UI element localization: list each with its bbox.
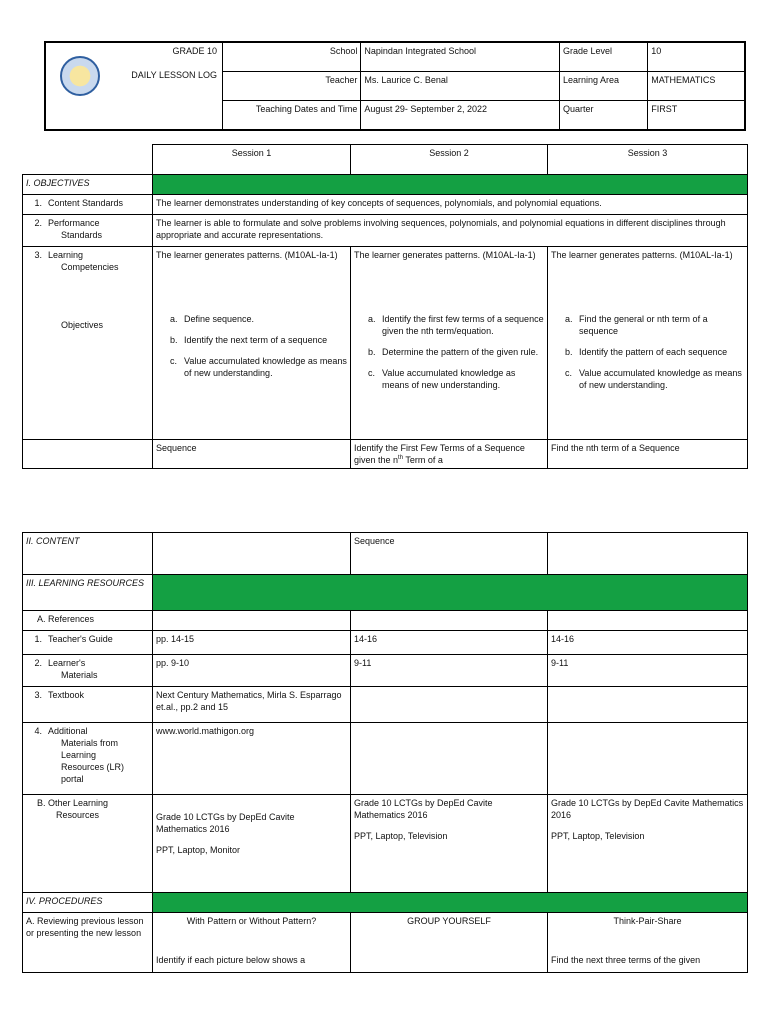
textbook-s1: Next Century Mathematics, Mirla S. Esparrago et.al., pp.2 and 15	[153, 687, 351, 723]
learning-area-value: MATHEMATICS	[648, 72, 745, 101]
content-standards-label: 1. Content Standards	[23, 195, 153, 215]
log-title: DAILY LESSON LOG	[131, 70, 217, 80]
deped-seal-icon	[60, 56, 100, 96]
references-s2	[351, 611, 548, 631]
performance-standards-text: The learner is able to formulate and solve problems involving sequences, polynomials, and polynomial equations in different disciplines through appropriate and accurate representations.	[153, 215, 748, 247]
additional-materials-s2	[351, 723, 548, 795]
content-session-3	[548, 533, 748, 575]
procedures-heading: IV. PROCEDURES	[23, 893, 153, 913]
additional-materials-label: 4. Additional Materials from Learning Resources (LR) portal	[23, 723, 153, 795]
learners-materials-s2: 9-11	[351, 655, 548, 687]
references-s1	[153, 611, 351, 631]
procedures-green-bar	[153, 893, 748, 913]
textbook-label: 3. Textbook	[23, 687, 153, 723]
reviewing-lesson-label: A. Reviewing previous lesson or presenting the new lesson	[23, 913, 153, 973]
references-s3	[548, 611, 748, 631]
reviewing-s1: With Pattern or Without Pattern? Identify if each picture below shows a	[153, 913, 351, 973]
content-session-2: Sequence	[351, 533, 548, 575]
session-1-objectives: The learner generates patterns. (M10AL-Ia-1) a. Define sequence. b. Identify the next term of a sequence c. Value accumulated knowledge as means of new understanding.	[153, 247, 351, 440]
dates-label: Teaching Dates and Time	[223, 101, 361, 131]
content-table	[22, 532, 748, 973]
objective-item: a. Define sequence.	[170, 314, 255, 324]
grade-title: GRADE 10	[172, 46, 217, 56]
header-table	[44, 41, 746, 131]
school-label: School	[223, 42, 361, 72]
content-standards-text: The learner demonstrates understanding of key concepts of sequences, polynomials, and polynomial equations.	[153, 195, 748, 215]
topic-session-1: Sequence	[153, 440, 351, 469]
learners-materials-s1: pp. 9-10	[153, 655, 351, 687]
objectives-green-bar	[153, 175, 748, 195]
session-2-header: Session 2	[351, 145, 548, 175]
teachers-guide-s3: 14-16	[548, 631, 748, 655]
session-3-header: Session 3	[548, 145, 748, 175]
teacher-value: Ms. Laurice C. Benal	[361, 72, 560, 101]
quarter-value: FIRST	[648, 101, 745, 131]
objectives-label: Objectives	[61, 320, 104, 330]
grade-level-value: 10	[648, 42, 745, 72]
objective-item: a. Find the general or nth term of a sequence	[565, 314, 708, 336]
teachers-guide-label: 1. Teacher's Guide	[23, 631, 153, 655]
textbook-s3	[548, 687, 748, 723]
objective-item: b. Identify the next term of a sequence	[170, 335, 328, 345]
performance-standards-label: 2. Performance Standards	[23, 215, 153, 247]
other-resources-label: B. Other Learning Resources	[23, 795, 153, 893]
objectives-table	[22, 144, 748, 469]
teacher-label: Teacher	[223, 72, 361, 101]
topic-session-2: Identify the First Few Terms of a Sequence given the $n^{th}$ Term of a	[351, 440, 548, 469]
resources-green-bar	[153, 575, 748, 611]
topic-session-3: Find the nth term of a Sequence	[548, 440, 748, 469]
quarter-label: Quarter	[559, 101, 647, 131]
teachers-guide-s1: pp. 14-15	[153, 631, 351, 655]
objective-item: c. Value accumulated knowledge as means of new understanding.	[368, 368, 516, 390]
teachers-guide-s2: 14-16	[351, 631, 548, 655]
grade-level-label: Grade Level	[559, 42, 647, 72]
school-value: Napindan Integrated School	[361, 42, 560, 72]
objective-item: a. Identify the first few terms of a sequence given the nth term/equation.	[368, 314, 544, 336]
session-1-header: Session 1	[153, 145, 351, 175]
topic-label-blank	[23, 440, 153, 469]
learners-materials-s3: 9-11	[548, 655, 748, 687]
additional-materials-s1: www.world.mathigon.org	[153, 723, 351, 795]
objective-item: b. Determine the pattern of the given rule.	[368, 347, 539, 357]
session-2-objectives: The learner generates patterns. (M10AL-Ia-1) a. Identify the first few terms of a sequence given the nth term/equation. b. Determine the pattern of the given rule. c. Value accumulated knowledge as means of new understanding.	[351, 247, 548, 440]
reviewing-s3: Think-Pair-Share Find the next three terms of the given	[548, 913, 748, 973]
objective-item: b. Identify the pattern of each sequence	[565, 347, 728, 357]
learners-materials-label: 2. Learner's Materials	[23, 655, 153, 687]
objective-item: c. Value accumulated knowledge as means of new understanding.	[565, 368, 742, 390]
other-resources-s3: Grade 10 LCTGs by DepEd Cavite Mathematics 2016 PPT, Laptop, Television	[548, 795, 748, 893]
session-3-objectives: The learner generates patterns. (M10AL-Ia-1) a. Find the general or nth term of a sequence b. Identify the pattern of each sequence c. Value accumulated knowledge as means of new understanding.	[548, 247, 748, 440]
header-title-cell	[45, 42, 223, 130]
objective-item: c. Value accumulated knowledge as means of new understanding.	[170, 356, 347, 378]
blank-corner	[23, 145, 153, 175]
learning-competencies-label: 3. Learning Competencies Objectives	[23, 247, 153, 440]
other-resources-s1: Grade 10 LCTGs by DepEd Cavite Mathematics 2016 PPT, Laptop, Monitor	[153, 795, 351, 893]
other-resources-s2: Grade 10 LCTGs by DepEd Cavite Mathematics 2016 PPT, Laptop, Television	[351, 795, 548, 893]
content-heading: II. CONTENT	[23, 533, 153, 575]
additional-materials-s3	[548, 723, 748, 795]
content-session-1	[153, 533, 351, 575]
references-label: A. References	[23, 611, 153, 631]
learning-resources-heading: III. LEARNING RESOURCES	[23, 575, 153, 611]
reviewing-s2: GROUP YOURSELF	[351, 913, 548, 973]
textbook-s2	[351, 687, 548, 723]
objectives-heading: I. OBJECTIVES	[23, 175, 153, 195]
dates-value: August 29- September 2, 2022	[361, 101, 560, 131]
learning-area-label: Learning Area	[559, 72, 647, 101]
